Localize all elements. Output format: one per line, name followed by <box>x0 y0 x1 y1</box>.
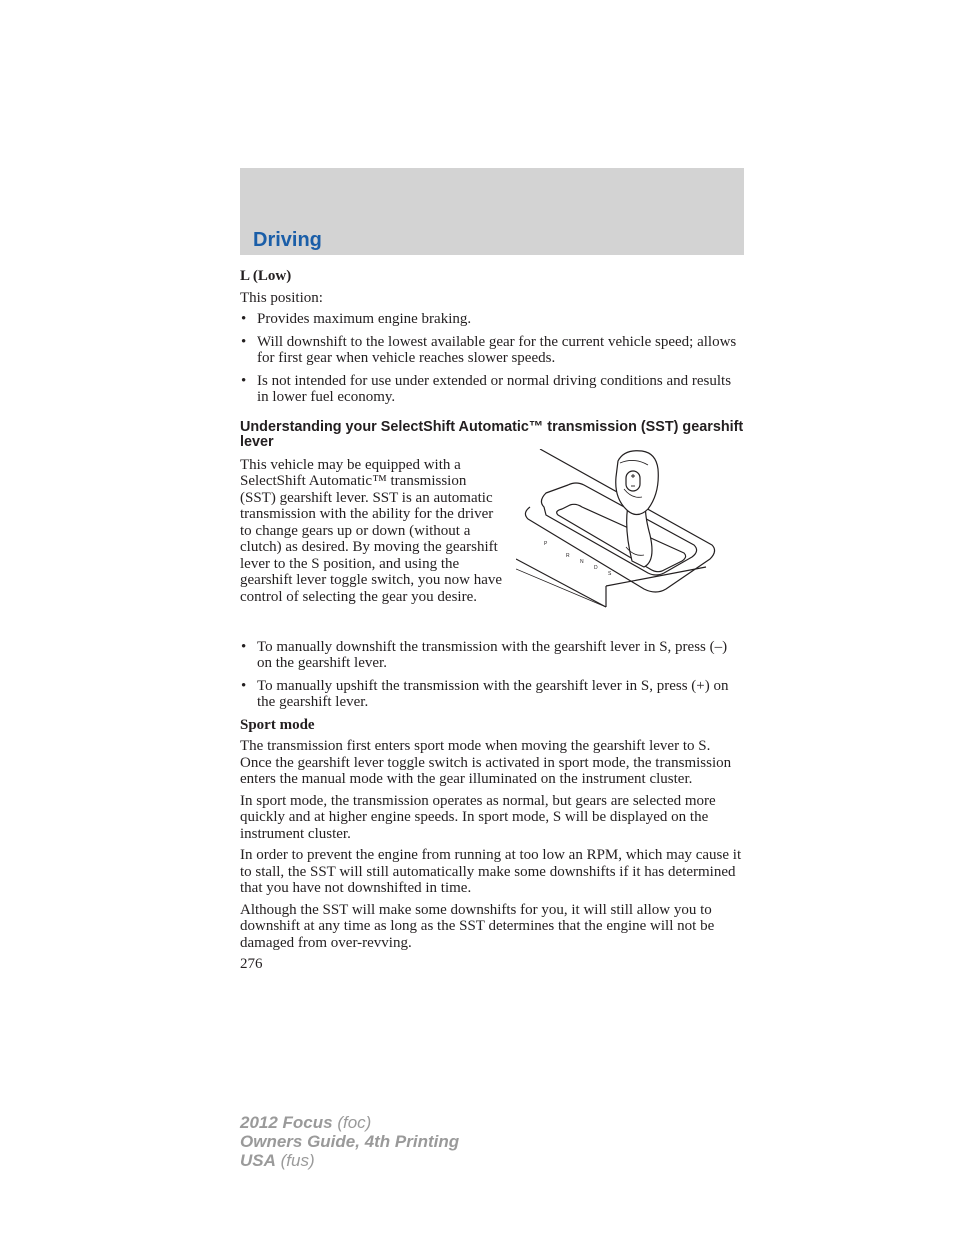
sport-mode-heading: Sport mode <box>240 716 315 733</box>
sport-paragraph: The transmission first enters sport mode when moving the gearshift lever to S. Once the gearshift lever toggle switch is activated in sport mode, the transmission enters the manual mode with the gear illuminated on the instrument cluster. <box>240 738 732 787</box>
footer-region-code: (fus) <box>280 1151 315 1170</box>
low-heading: L (Low) <box>240 268 292 284</box>
footer-guide: Owners Guide, 4th Printing <box>240 1132 460 1151</box>
sst-bullet-list <box>240 639 745 711</box>
document-footer <box>240 1113 459 1170</box>
svg-text:P: P <box>544 540 548 547</box>
sst-heading: Understanding your SelectShift Automatic™ transmission (SST) gearshift lever <box>240 418 744 450</box>
sport-paragraph: Although the SST will make some downshifts for you, it will still allow you to downshift at any time as long as the SST determines that the engine will not be damaged from over-revving. <box>240 901 715 951</box>
list-item: • To manually downshift the transmission with the gearshift lever in S, press (–) on the gearshift lever. <box>240 639 745 672</box>
footer-model-code: (foc) <box>337 1113 372 1132</box>
page-number: 276 <box>240 956 263 972</box>
footer-line-model <box>240 1113 459 1132</box>
list-item: • Will downshift to the lowest available gear for the current vehicle speed; allows for first gear when vehicle reaches slower speeds. <box>240 334 745 367</box>
page-content <box>240 268 745 973</box>
sport-paragraph: In order to prevent the engine from running at too low an RPM, which may cause it to stall, the SST will still automatically make some downshifts if it has determined that you have not downshifted in time. <box>240 847 742 896</box>
footer-model: 2012 Focus <box>240 1113 333 1132</box>
sst-intro-block <box>240 457 745 635</box>
footer-line-guide <box>240 1132 459 1151</box>
sport-paragraph: In sport mode, the transmission operates as normal, but gears are selected more quickly and at higher engine speeds. In sport mode, S will be displayed on the instrument cluster. <box>240 792 716 842</box>
gearshift-lever-illustration <box>516 449 716 619</box>
low-intro: This position: <box>240 289 323 306</box>
svg-text:D: D <box>594 564 598 571</box>
svg-text:S: S <box>608 570 612 577</box>
list-item: • To manually upshift the transmission with the gearshift lever in S, press (+) on the gearshift lever. <box>240 678 745 711</box>
footer-region: USA <box>240 1151 276 1170</box>
svg-text:N: N <box>580 558 584 565</box>
footer-line-region <box>240 1151 459 1170</box>
low-bullet-list <box>240 311 745 406</box>
list-item: • Is not intended for use under extended or normal driving conditions and results in lower fuel economy. <box>240 373 745 406</box>
sst-intro: This vehicle may be equipped with a SelectShift Automatic™ transmission (SST) gearshift lever. SST is an automatic transmission with the ability for the driver to change gears up or down (without a clutch) as desired. By moving the gearshift lever to the S position, and using the gearshift lever toggle switch, you now have control of selecting the gear you desire. <box>240 456 503 605</box>
section-title: Driving <box>253 229 322 251</box>
svg-text:R: R <box>566 552 570 559</box>
list-item: • Provides maximum engine braking. <box>240 311 745 328</box>
